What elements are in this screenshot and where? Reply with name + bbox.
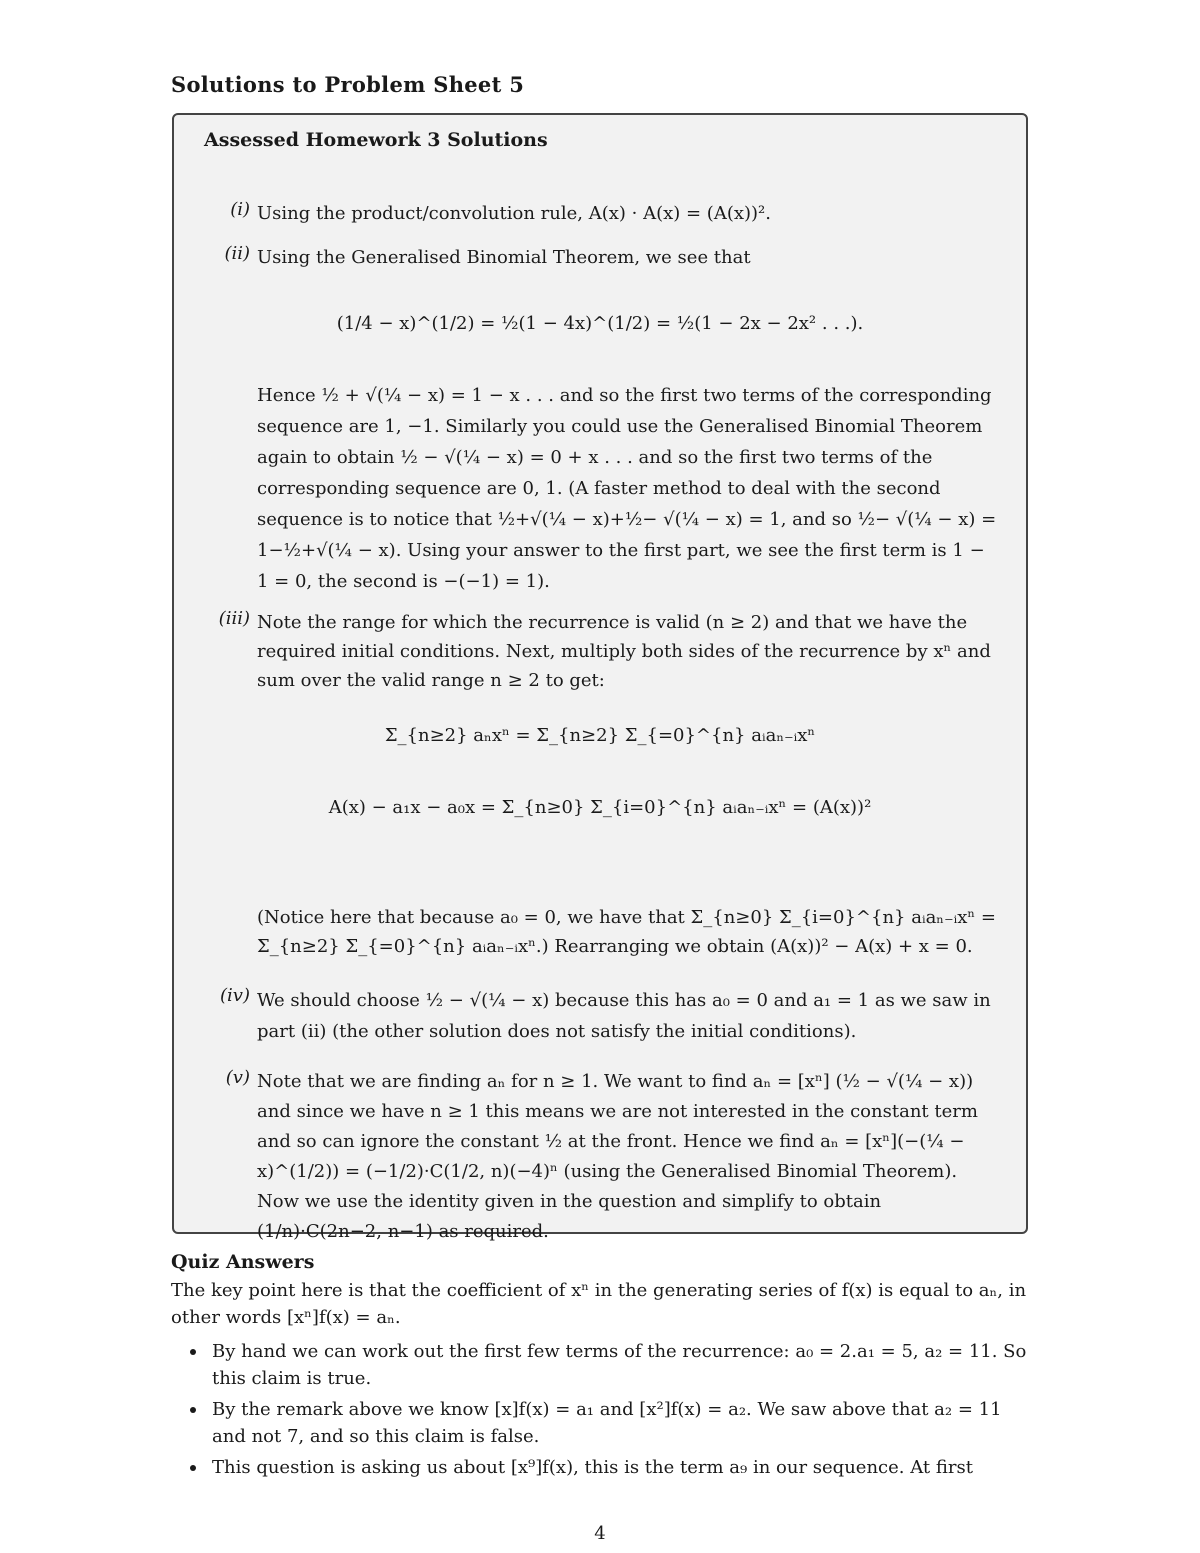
list-item: [171, 1454, 1028, 1481]
item-label: (ii): [224, 243, 250, 264]
bullet-icon: [190, 1465, 196, 1471]
item-text: Hence ½ + √(¼ − x) = 1 − x . . . and so the first two terms of the corresponding sequence are 1, −1. Similarly you could use the Generalised Binomial Theorem again to obtain ½ − √(¼ − x) = 0 + x . . . and so the first two terms of the corresponding sequence are 0, 1. (A faster method to deal with the second sequence is to notice that ½+√(¼ − x)+½− √(¼ − x) = 1, and so ½− √(¼ − x) = 1−½+√(¼ − x). Using your answer to the first part, we see the first term is 1 − 1 = 0, the second is −(−1) = 1).: [257, 385, 997, 592]
item-text: Using the product/convolution rule, A(x) · A(x) = (A(x))².: [257, 203, 771, 224]
bullet-icon: [190, 1407, 196, 1413]
display-equation: A(x) − a₁x − a₀x = Σ_{n≥0} Σ_{i=0}^{n} aᵢaₙ₋ᵢxⁿ = (A(x))²: [328, 797, 872, 818]
item-text: Using the Generalised Binomial Theorem, we see that: [257, 247, 751, 268]
item-text: We should choose ½ − √(¼ − x) because this has a₀ = 0 and a₁ = 1 as we saw in part (ii) (the other solution does not satisfy the initial conditions).: [257, 990, 991, 1042]
list-item-text: This question is asking us about [x⁹]f(x), this is the term a₉ in our sequence. At first: [212, 1457, 973, 1478]
box-title: Assessed Homework 3 Solutions: [204, 129, 548, 151]
item-label: (v): [225, 1067, 250, 1088]
display-equation: Σ_{n≥2} aₙxⁿ = Σ_{n≥2} Σ_{=0}^{n} aᵢaₙ₋ᵢxⁿ: [384, 725, 816, 746]
item-label: (i): [230, 199, 250, 220]
list-item: [171, 1338, 1028, 1392]
item-label: (iii): [218, 608, 250, 629]
list-item-text: By hand we can work out the first few terms of the recurrence: a₀ = 2.a₁ = 5, a₂ = 11. So this claim is true.: [212, 1341, 1027, 1389]
display-equation: (1/4 − x)^(1/2) = ½(1 − 4x)^(1/2) = ½(1 − 2x − 2x² . . .).: [336, 313, 864, 334]
list-item: [171, 1396, 1028, 1450]
item-text: (Notice here that because a₀ = 0, we have that Σ_{n≥0} Σ_{i=0}^{n} aᵢaₙ₋ᵢxⁿ = Σ_{n≥2} Σ_{=0}^{n} aᵢaₙ₋ᵢxⁿ.) Rearranging we obtain (A(x))² − A(x) + x = 0.: [257, 907, 996, 957]
page-title: Solutions to Problem Sheet 5: [171, 72, 525, 97]
quiz-intro: The key point here is that the coefficient of xⁿ in the generating series of f(x) is equal to aₙ, in other words [xⁿ]f(x) = aₙ.: [171, 1280, 1027, 1328]
item-text: Note the range for which the recurrence is valid (n ≥ 2) and that we have the required initial conditions. Next, multiply both sides of the recurrence by xⁿ and sum over the valid range n ≥ 2 to get:: [257, 612, 991, 691]
list-item-text: By the remark above we know [x]f(x) = a₁ and [x²]f(x) = a₂. We saw above that a₂ = 11 and not 7, and so this claim is false.: [212, 1399, 1002, 1447]
quiz-title: Quiz Answers: [171, 1251, 315, 1273]
bullet-icon: [190, 1349, 196, 1355]
solutions-box: [172, 113, 1028, 1242]
quiz-answer-list: [171, 1338, 1028, 1485]
item-text: Note that we are finding aₙ for n ≥ 1. We want to find aₙ = [xⁿ] (½ − √(¼ − x)) and since we have n ≥ 1 this means we are not interested in the constant term and so can ignore the constant ½ at the front. Hence we find aₙ = [xⁿ](−(¼ − x)^(1/2)) = (−1/2)·C(1/2, n)(−4)ⁿ (using the Generalised Binomial Theorem). Now we use the identity given in the question and simplify to obtain (1/n)·C(2n−2, n−1) as required.: [257, 1071, 978, 1242]
page-number: 4: [594, 1523, 606, 1544]
item-label: (iv): [220, 985, 250, 1006]
